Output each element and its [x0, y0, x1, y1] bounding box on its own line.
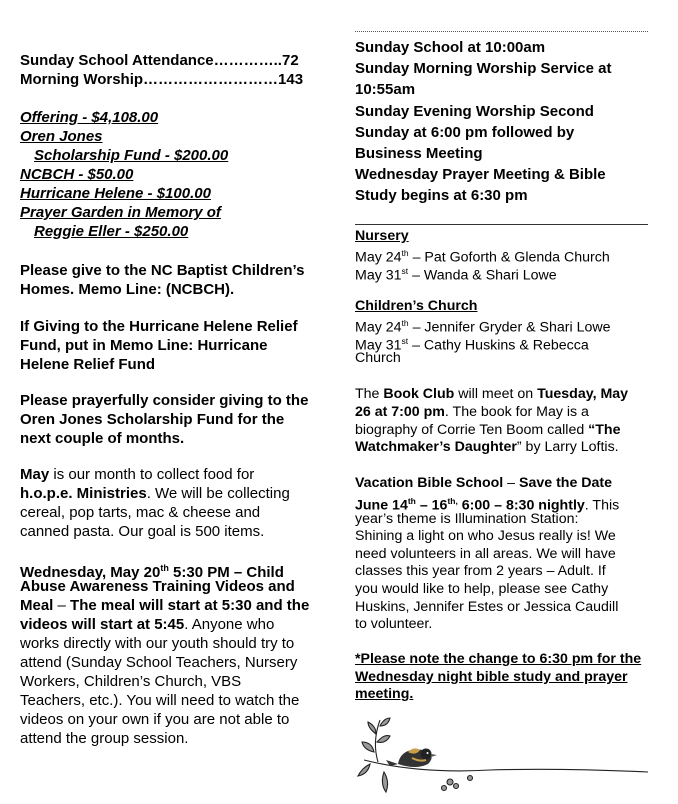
schedule-line: Wednesday Prayer Meeting & Bible [355, 166, 606, 183]
hope-line-1 [20, 466, 254, 485]
vbs-line: need volunteers in all areas. We will have [355, 546, 616, 562]
schedule-divider [355, 224, 648, 225]
date-suffix: st [401, 336, 409, 346]
book-club-date: Tuesday, May [537, 386, 629, 402]
training-line: works directly with our youth should try to [20, 635, 295, 652]
training-time: 5:30 PM – Child [168, 564, 284, 581]
schedule-line: Study begins at 6:30 pm [355, 187, 528, 204]
training-video-time: videos will start at 5:45 [20, 616, 185, 633]
vbs-time: 6:00 – 8:30 nightly [457, 497, 585, 514]
vbs-line: classes this year from 2 years – Adult. If [355, 563, 606, 579]
top-divider [355, 31, 648, 32]
training-line-3 [20, 597, 309, 616]
schedule-line: Sunday School at 10:00am [355, 39, 546, 56]
vbs-date: – 16 [415, 497, 448, 514]
childrens-church-heading: Children’s Church [355, 298, 478, 314]
scholarship-note-line: Please prayerfully consider giving to the [20, 392, 309, 409]
schedule-line: Sunday at 6:00 pm followed by [355, 124, 575, 141]
nursery-date: May 24 [355, 249, 402, 266]
vbs-line: to volunteer. [355, 616, 433, 632]
schedule-line: Sunday Morning Worship Service at [355, 60, 612, 77]
schedule-line: Sunday Evening Worship Second [355, 103, 594, 120]
book-author: ” by Larry Loftis. [516, 439, 619, 455]
schedule-line: 10:55am [355, 81, 416, 98]
book-club-line-2 [355, 404, 589, 422]
childrens-church-row-cont: Church [355, 350, 401, 366]
scholarship-note-line: Oren Jones Scholarship Fund for the [20, 411, 285, 428]
vbs-title: Vacation Bible School [355, 475, 504, 491]
vbs-line: Shining a light on who Jesus really is! We [355, 528, 616, 544]
vbs-date: June 14 [355, 497, 408, 514]
schedule-line: Business Meeting [355, 145, 483, 162]
offering-oren-jones: Oren Jones [20, 128, 103, 145]
offering-total: Offering - $4,108.00 [20, 109, 159, 126]
offering-prayer-garden: Prayer Garden in Memory of [20, 204, 221, 221]
hope-line-2 [20, 485, 290, 504]
offering-ncbch: NCBCH - $50.00 [20, 166, 134, 183]
bird-shape [386, 748, 437, 767]
training-meal: Meal [20, 597, 54, 614]
offering-hurricane-helene: Hurricane Helene - $100.00 [20, 185, 211, 202]
book-club-text: biography of Corrie Ten Boom called [355, 422, 589, 438]
nursery-names: – Wanda & Shari Lowe [408, 267, 557, 284]
book-club-line-4 [355, 439, 619, 457]
nursery-names: – Pat Goforth & Glenda Church [408, 249, 610, 266]
hope-org: h.o.p.e. Ministries [20, 485, 147, 502]
training-date-suffix: th [160, 563, 169, 573]
schedule-change-note: *Please note the change to 6:30 pm for the [355, 651, 642, 667]
book-title: Watchmaker’s Daughter [355, 439, 517, 455]
book-club-text: will meet on [454, 386, 538, 402]
training-line: attend (Sunday School Teachers, Nursery [20, 654, 298, 671]
vbs-line-1 [355, 475, 612, 493]
training-line-4 [20, 616, 274, 635]
book-club-line-3 [355, 422, 621, 440]
date-suffix: th [401, 248, 409, 258]
nursery-row [355, 263, 557, 285]
vbs-text: . This [584, 497, 620, 514]
book-club-line-1 [355, 386, 628, 404]
training-text: . Anyone who [184, 616, 275, 633]
vbs-line: year’s theme is Illumination Station: [355, 511, 579, 527]
training-line: Teachers, etc.). You will need to watch the [20, 692, 300, 709]
ncbch-note-line: Please give to the NC Baptist Children’s [20, 262, 305, 279]
hurricane-note-line: Fund, put in Memo Line: Hurricane [20, 337, 268, 354]
book-title: “The [588, 422, 621, 438]
training-line-2: Abuse Awareness Training Videos and [20, 578, 295, 595]
schedule-change-note: meeting. [355, 686, 414, 702]
book-club-time: 26 at 7:00 pm [355, 404, 445, 420]
date-suffix: th [407, 496, 416, 506]
book-club-name: Book Club [383, 386, 455, 402]
date-suffix: th, [447, 496, 458, 506]
date-suffix: th [401, 318, 409, 328]
book-club-text: The [355, 386, 384, 402]
vbs-line: you would like to help, please see Cathy [355, 581, 609, 597]
training-line: Workers, Children’s Church, VBS [20, 673, 242, 690]
training-line: attend the group session. [20, 730, 189, 747]
scholarship-note-line: next couple of months. [20, 430, 185, 447]
vbs-save-date: Save the Date [519, 475, 613, 491]
offering-reggie-eller: Reggie Eller - $250.00 [34, 223, 189, 240]
childrens-church-date: May 31 [355, 337, 402, 354]
vbs-dash: – [503, 475, 519, 491]
date-suffix: st [401, 266, 409, 276]
nursery-date: May 31 [355, 267, 402, 284]
schedule-change-note: Wednesday night bible study and prayer [355, 669, 628, 685]
hurricane-note-line: If Giving to the Hurricane Helene Relief [20, 318, 298, 335]
sunday-school-attendance: Sunday School Attendance…………..72 [20, 52, 299, 69]
childrens-church-names: – Cathy Huskins & Rebecca [408, 337, 589, 354]
training-meal-time: The meal will start at 5:30 and the [70, 597, 310, 614]
training-line: videos on your own if you are not able to [20, 711, 290, 728]
offering-scholarship-fund: Scholarship Fund - $200.00 [34, 147, 229, 164]
hurricane-note-line: Helene Relief Fund [20, 356, 156, 373]
hope-month: May [20, 466, 50, 483]
training-date: Wednesday, May 20 [20, 564, 161, 581]
hope-text: . We will be collecting [146, 485, 290, 502]
ncbch-note-line: Homes. Memo Line: (NCBCH). [20, 281, 235, 298]
hope-text: is our month to collect food for [49, 466, 255, 483]
morning-worship-attendance: Morning Worship………………………143 [20, 71, 304, 88]
childrens-church-date: May 24 [355, 319, 402, 336]
vbs-line: Huskins, Jennifer Estes or Jessica Caudill [355, 599, 619, 615]
hope-line-4: canned pasta. Our goal is 500 items. [20, 523, 265, 540]
bird-on-branch-illustration [350, 712, 650, 804]
book-club-text: . The book for May is a [444, 404, 589, 420]
hope-line-3: cereal, pop tarts, mac & cheese and [20, 504, 261, 521]
training-dash: – [53, 597, 71, 614]
nursery-heading: Nursery [355, 228, 409, 244]
childrens-church-names: – Jennifer Gryder & Shari Lowe [408, 319, 611, 336]
